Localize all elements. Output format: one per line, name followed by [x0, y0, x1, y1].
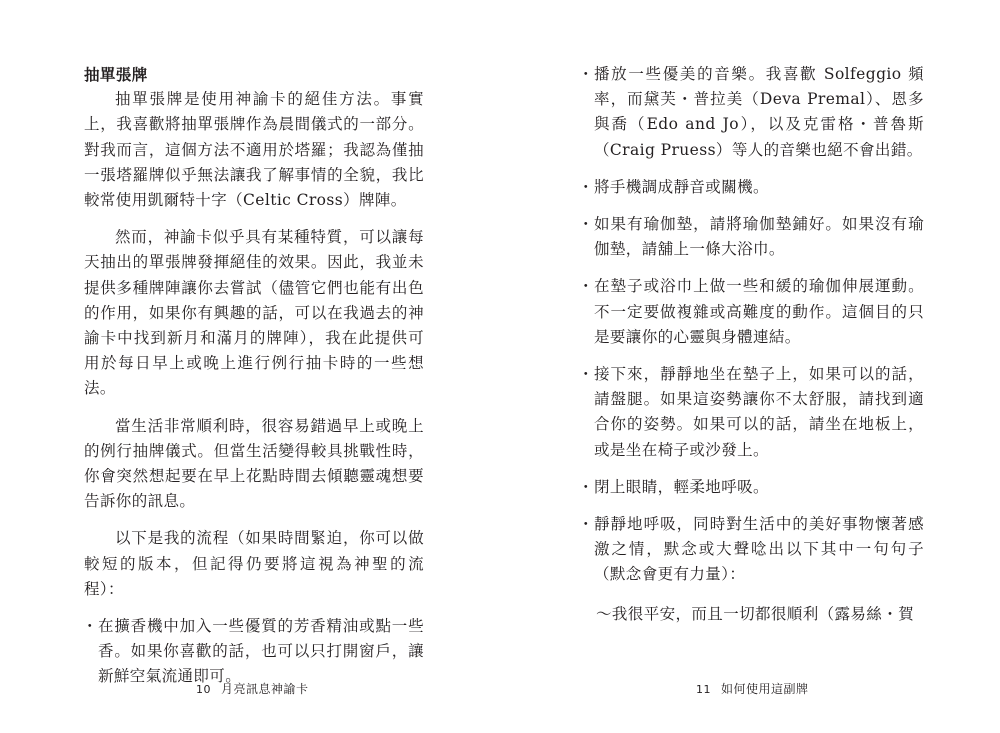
- list-item: [580, 362, 924, 463]
- list-item: [580, 512, 924, 588]
- bullet-mark: ・: [578, 277, 594, 296]
- list-item-text: 將手機調成靜音或關機。: [594, 177, 769, 196]
- paragraph: 抽單張牌是使用神諭卡的絕佳方法。事實上，我喜歡將抽單張牌作為晨間儀式的一部分。對我而言，這個方法不適用於塔羅；我認為僅抽一張塔羅牌似乎無法讓我了解事情的全貌，我比較常使用凱爾特十字（Celtic Cross）牌陣。: [84, 90, 424, 210]
- list-item-text: 播放一些優美的音樂。我喜歡 Solfeggio 頻率，而黛芙・普拉美（Deva Premal）、恩多與喬（Edo and Jo），以及克雷格・普魯斯（Craig Pruess）等人的音樂也絕不會出錯。: [594, 65, 924, 159]
- section-heading: 抽單張牌: [84, 65, 148, 84]
- list-item: [580, 212, 924, 262]
- paragraph: 以下是我的流程（如果時間緊迫，你可以做較短的版本，但記得仍要將這視為神聖的流程）：: [84, 529, 424, 598]
- bullet-mark: ・: [578, 365, 594, 384]
- left-text-column: [84, 62, 424, 702]
- running-title: 月亮訊息神諭卡: [221, 682, 309, 696]
- list-item-text: 靜靜地呼吸，同時對生活中的美好事物懷著感激之情，默念或大聲唸出以下其中一句句子（默念會更有力量）：: [594, 515, 924, 584]
- page-number: 11: [696, 683, 711, 696]
- list-item-text: 在墊子或浴巾上做一些和緩的瑜伽伸展運動。不一定要做複雜或高難度的動作。這個目的只是要讓你的心靈與身體連結。: [594, 277, 924, 346]
- running-title: 如何使用這副牌: [721, 682, 809, 696]
- list-item: [580, 175, 924, 200]
- bullet-mark: ・: [578, 177, 594, 196]
- bullet-mark: ・: [578, 65, 594, 83]
- left-folio: [196, 680, 309, 697]
- list-item: [580, 62, 924, 163]
- bullet-mark: ・: [578, 477, 594, 496]
- list-item-text: 接下來，靜靜地坐在墊子上，如果可以的話，請盤腿。如果這姿勢讓你不太舒服，請找到適合你的姿勢。如果可以的話，請坐在地板上，或是坐在椅子或沙發上。: [594, 365, 924, 459]
- list-item-text: 閉上眼睛，輕柔地呼吸。: [594, 477, 769, 496]
- bullet-mark: ・: [82, 617, 98, 636]
- bullet-mark: ・: [578, 215, 594, 234]
- affirmation-quote: ～我很平安，而且一切都很順利（露易絲・賀: [596, 604, 915, 623]
- right-folio: [696, 680, 809, 697]
- right-text-column: [580, 62, 924, 627]
- list-item-text: 如果有瑜伽墊，請將瑜伽墊鋪好。如果沒有瑜伽墊，請舖上一條大浴巾。: [594, 215, 924, 259]
- list-item: [580, 475, 924, 500]
- list-item: [580, 274, 924, 350]
- list-item-text: 在擴香機中加入一些優質的芳香精油或點一些香。如果你喜歡的話，也可以只打開窗戶，讓新鮮空氣流通即可。: [98, 617, 424, 686]
- bullet-mark: ・: [578, 515, 594, 534]
- paragraph: 當生活非常順利時，很容易錯過早上或晚上的例行抽牌儀式。但當生活變得較具挑戰性時，你會突然想起要在早上花點時間去傾聽靈魂想要告訴你的訊息。: [84, 416, 424, 511]
- page-number: 10: [196, 683, 211, 696]
- paragraph: 然而，神諭卡似乎具有某種特質，可以讓每天抽出的單張牌發揮絕佳的效果。因此，我並未提供多種牌陣讓你去嘗試（儘管它們也能有出色的作用，如果你有興趣的話，可以在我過去的神諭卡中找到新月和滿月的牌陣），我在此提供可用於每日早上或晚上進行例行抽卡時的一些想法。: [84, 228, 424, 398]
- list-item: [84, 614, 424, 690]
- right-page: [500, 0, 1000, 733]
